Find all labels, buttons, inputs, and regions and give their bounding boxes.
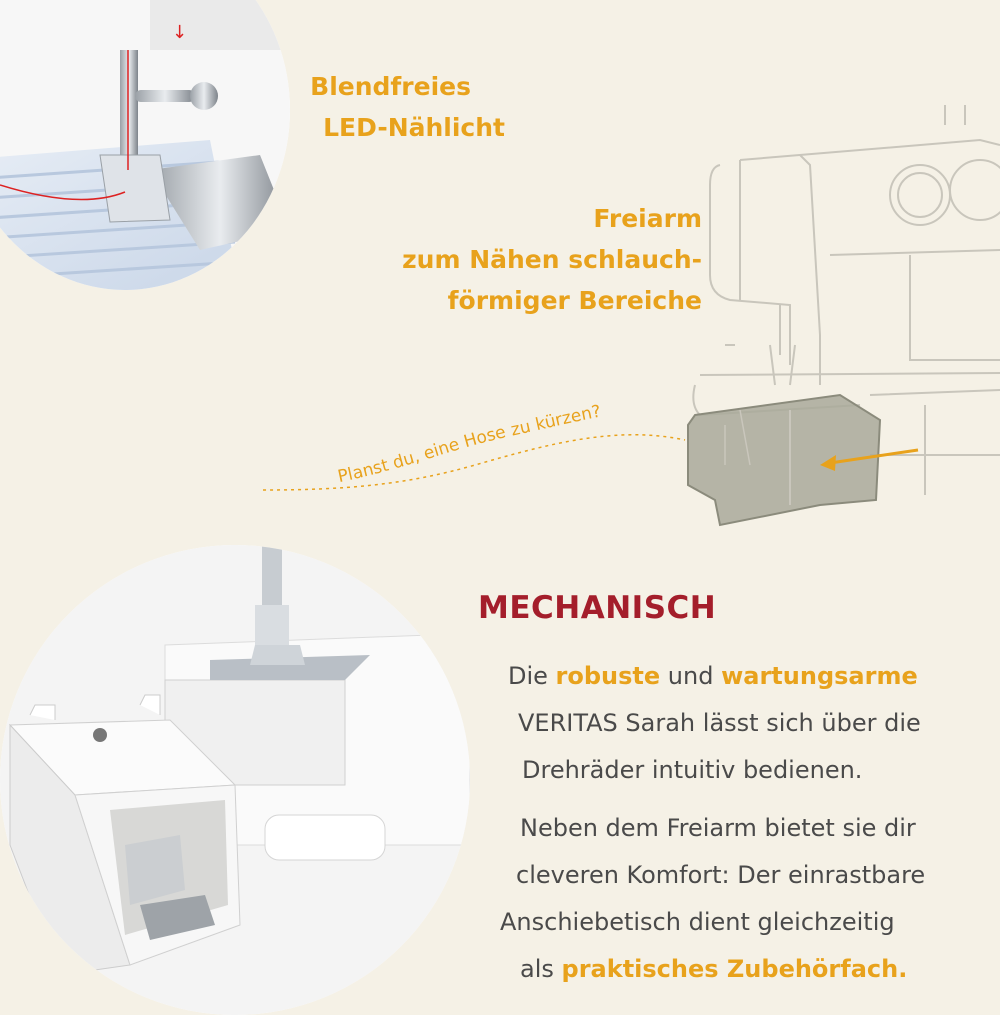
- p2-line3: Anschiebetisch dient gleichzeitig: [500, 908, 895, 936]
- mechanical-paragraph-1: [508, 653, 921, 794]
- led-line1: Blendfreies: [310, 72, 471, 101]
- curved-note-text: Planst du, eine Hose zu kürzen?: [336, 401, 603, 488]
- svg-text:↓: ↓: [172, 22, 188, 43]
- freearm-feature-title: [370, 198, 702, 321]
- mechanical-paragraph-2: [500, 805, 925, 993]
- p2-line2: cleveren Komfort: Der einrastbare: [516, 861, 926, 889]
- mechanical-headline: MECHANISCH: [478, 590, 717, 626]
- freearm-line1: Freiarm: [593, 204, 702, 233]
- led-feature-title: [300, 66, 505, 148]
- accessory-box-illustration: [0, 545, 470, 1015]
- wartungsarme-highlight: wartungsarme: [721, 662, 918, 690]
- led-line2: LED-Nählicht: [323, 113, 505, 142]
- freearm-line3: förmiger Bereiche: [447, 286, 702, 315]
- p1-lead-text: Die: [508, 662, 556, 690]
- presser-foot-illustration: [0, 0, 290, 290]
- zubehoerfach-highlight: praktisches Zubehörfach.: [561, 955, 908, 983]
- p2-line1: Neben dem Freiarm bietet sie dir: [520, 814, 916, 842]
- curved-note: [255, 390, 695, 510]
- sewing-machine-line-drawing: [680, 105, 1000, 535]
- p1-mid-text: und: [660, 662, 722, 690]
- p1-line1: [508, 653, 921, 700]
- p1-line3: Drehräder intuitiv bedienen.: [522, 756, 863, 784]
- p2-line4: [500, 946, 925, 993]
- freearm-line2: zum Nähen schlauch-: [402, 245, 702, 274]
- p2-lead-text: als: [520, 955, 562, 983]
- led-closeup-photo: [0, 0, 290, 290]
- p1-line2: VERITAS Sarah lässt sich über die: [518, 709, 921, 737]
- accessory-box-photo: [0, 545, 470, 1015]
- robuste-highlight: robuste: [555, 662, 661, 690]
